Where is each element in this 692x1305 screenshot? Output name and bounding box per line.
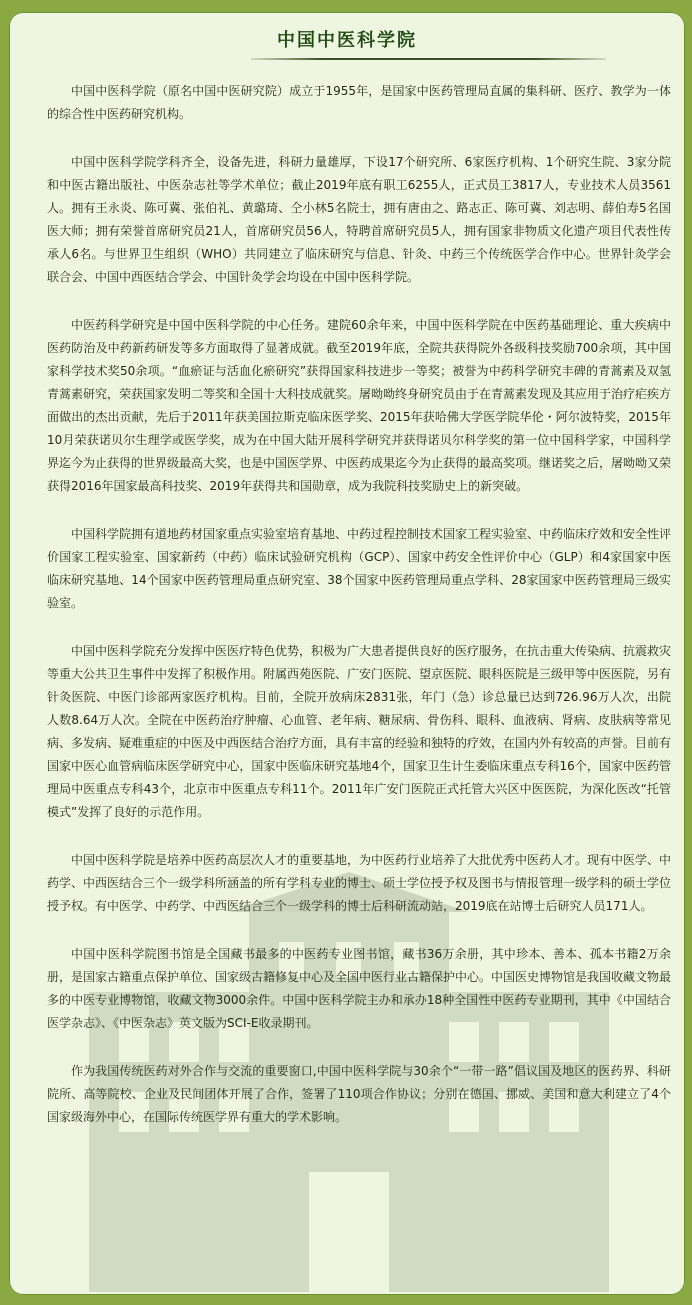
paragraph-international: 作为我国传统医药对外合作与交流的重要窗口,中国中医科学院与30余个“一带一路”倡议国及地区的医药界、科研院所、高等院校、企业及民间团体开展了合作，签署了110项合作协议；分别在德国、挪威、美国和意大利建立了4个国家级海外中心，在国际传统医学界有重大的学术影响。 <box>47 1064 671 1124</box>
paragraph-disciplines: 中国中医科学院学科齐全，设备先进，科研力量雄厚，下设17个研究所、6家医疗机构、1个研究生院、3家分院和中医古籍出版社、中医杂志社等学术单位；截止2019年底有职工6255人，正式员工3817人，专业技术人员3561人。拥有王永炎、陈可冀、张伯礼、黄璐琦、仝小林5名院士，拥有唐由之、路志正、陈可冀、刘志明、薛伯寿5名国医大师；拥有荣誉首席研究员21人，首席研究员56人，特聘首席研究员5人，拥有国家非物质文化遗产项目代表性传承人6名。与世界卫生组织（WHO）共同建立了临床研究与信息、针灸、中药三个传统医学合作中心。世界针灸学会联合会、中国中西医结合学会、中国针灸学会均设在中国中医科学院。 <box>47 155 671 284</box>
paragraph-intro: 中国中医科学院（原名中国中医研究院）成立于1955年，是国家中医药管理局直属的集科研、医疗、教学为一体的综合性中医药研究机构。 <box>47 84 671 121</box>
paragraph-education: 中国中医科学院是培养中医药高层次人才的重要基地，为中医药行业培养了大批优秀中医药人才。现有中医学、中药学、中西医结合三个一级学科所涵盖的所有学科专业的博士、硕士学位授予权及图书与情报管理一级学科的硕士学位授予权。有中医学、中药学、中西医结合三个一级学科的博士后科研流动站，2019底在站博士后研究人员171人。 <box>47 853 672 913</box>
content-panel <box>9 12 685 1295</box>
title-divider <box>251 58 606 60</box>
paragraph-research: 中医药科学研究是中国中医科学院的中心任务。建院60余年来，中国中医科学院在中医药基础理论、重大疾病中医药防治及中药新药研发等多方面取得了显著成就。截至2019年底，全院共获得院外各级科技奖励700余项，其中国家科学技术奖50余项。“血瘀证与活血化瘀研究”获得国家科技进步一等奖；被誉为中药科学研究丰碑的青蒿素及双氢青蒿素研究，荣获国家发明二等奖和全国十大科技成就奖。屠呦呦终身研究员由于在青蒿素发现及其应用于治疗疟疾方面做出的杰出贡献，先后于2011年获美国拉斯克临床医学奖、2015年获哈佛大学医学院华伦・阿尔波特奖，2015年10月荣获诺贝尔生理学或医学奖，成为在中国大陆开展科学研究并获得诺贝尔科学奖的第一位中国科学家，中国科学界迄今为止获得的世界级最高大奖，也是中国医学界、中医药成果迄今为止获得的最高奖项。继诺奖之后，屠呦呦又荣获得2016年国家最高科技奖、2019年获得共和国勋章，成为我院科技奖励史上的新突破。 <box>47 318 672 493</box>
paragraph-library: 中国中医科学院图书馆是全国藏书最多的中医药专业图书馆，藏书36万余册，其中珍本、善本、孤本书籍2万余册，是国家古籍重点保护单位、国家级古籍修复中心及全国中医行业古籍保护中心。中国医史博物馆是我国收藏文物最多的中医专业博物馆，收藏文物3000余件。中国中医科学院主办和承办18种全国性中医药专业期刊，其中《中国结合医学杂志》、《中医杂志》英文版为SCI-E收录期刊。 <box>47 947 672 1030</box>
paragraph-laboratories: 中国科学院拥有道地药材国家重点实验室培育基地、中药过程控制技术国家工程实验室、中药临床疗效和安全性评价国家工程实验室、国家新药（中药）临床试验研究机构（GCP）、国家中药安全性评价中心（GLP）和4家国家中医临床研究基地、14个国家中医药管理局重点研究室、38个国家中医药管理局重点学科、28家国家中医药管理局三级实验室。 <box>47 527 672 610</box>
page-title: 中国中医科学院 <box>277 30 417 51</box>
header <box>9 26 685 52</box>
paragraph-medical-services: 中国中医科学院充分发挥中医医疗特色优势，积极为广大患者提供良好的医疗服务，在抗击重大传染病、抗震救灾等重大公共卫生事件中发挥了积极作用。附属西苑医院、广安门医院、望京医院、眼科医院是三级甲等中医医院，另有针灸医院、中医门诊部两家医疗机构。目前，全院开放病床2831张，年门（急）诊总量已达到726.96万人次，出院人数8.64万人次。全院在中医药治疗肿瘤、心血管、老年病、糖尿病、骨伤科、眼科、血液病、肾病、皮肤病等常见病、多发病、疑难重症的中医及中西医结合治疗方面，具有丰富的经验和独特的疗效，在国内外有较高的声誉。目前有国家中医心血管病临床医学研究中心，国家中医临床研究基地4个，国家卫生计生委临床重点专科16个，国家中医药管理局中医重点专科43个，北京市中医重点专科11个。2011年广安门医院正式托管大兴区中医医院，为深化医改“托管模式”发挥了良好的示范作用。 <box>47 644 672 819</box>
article-body <box>47 80 671 1154</box>
